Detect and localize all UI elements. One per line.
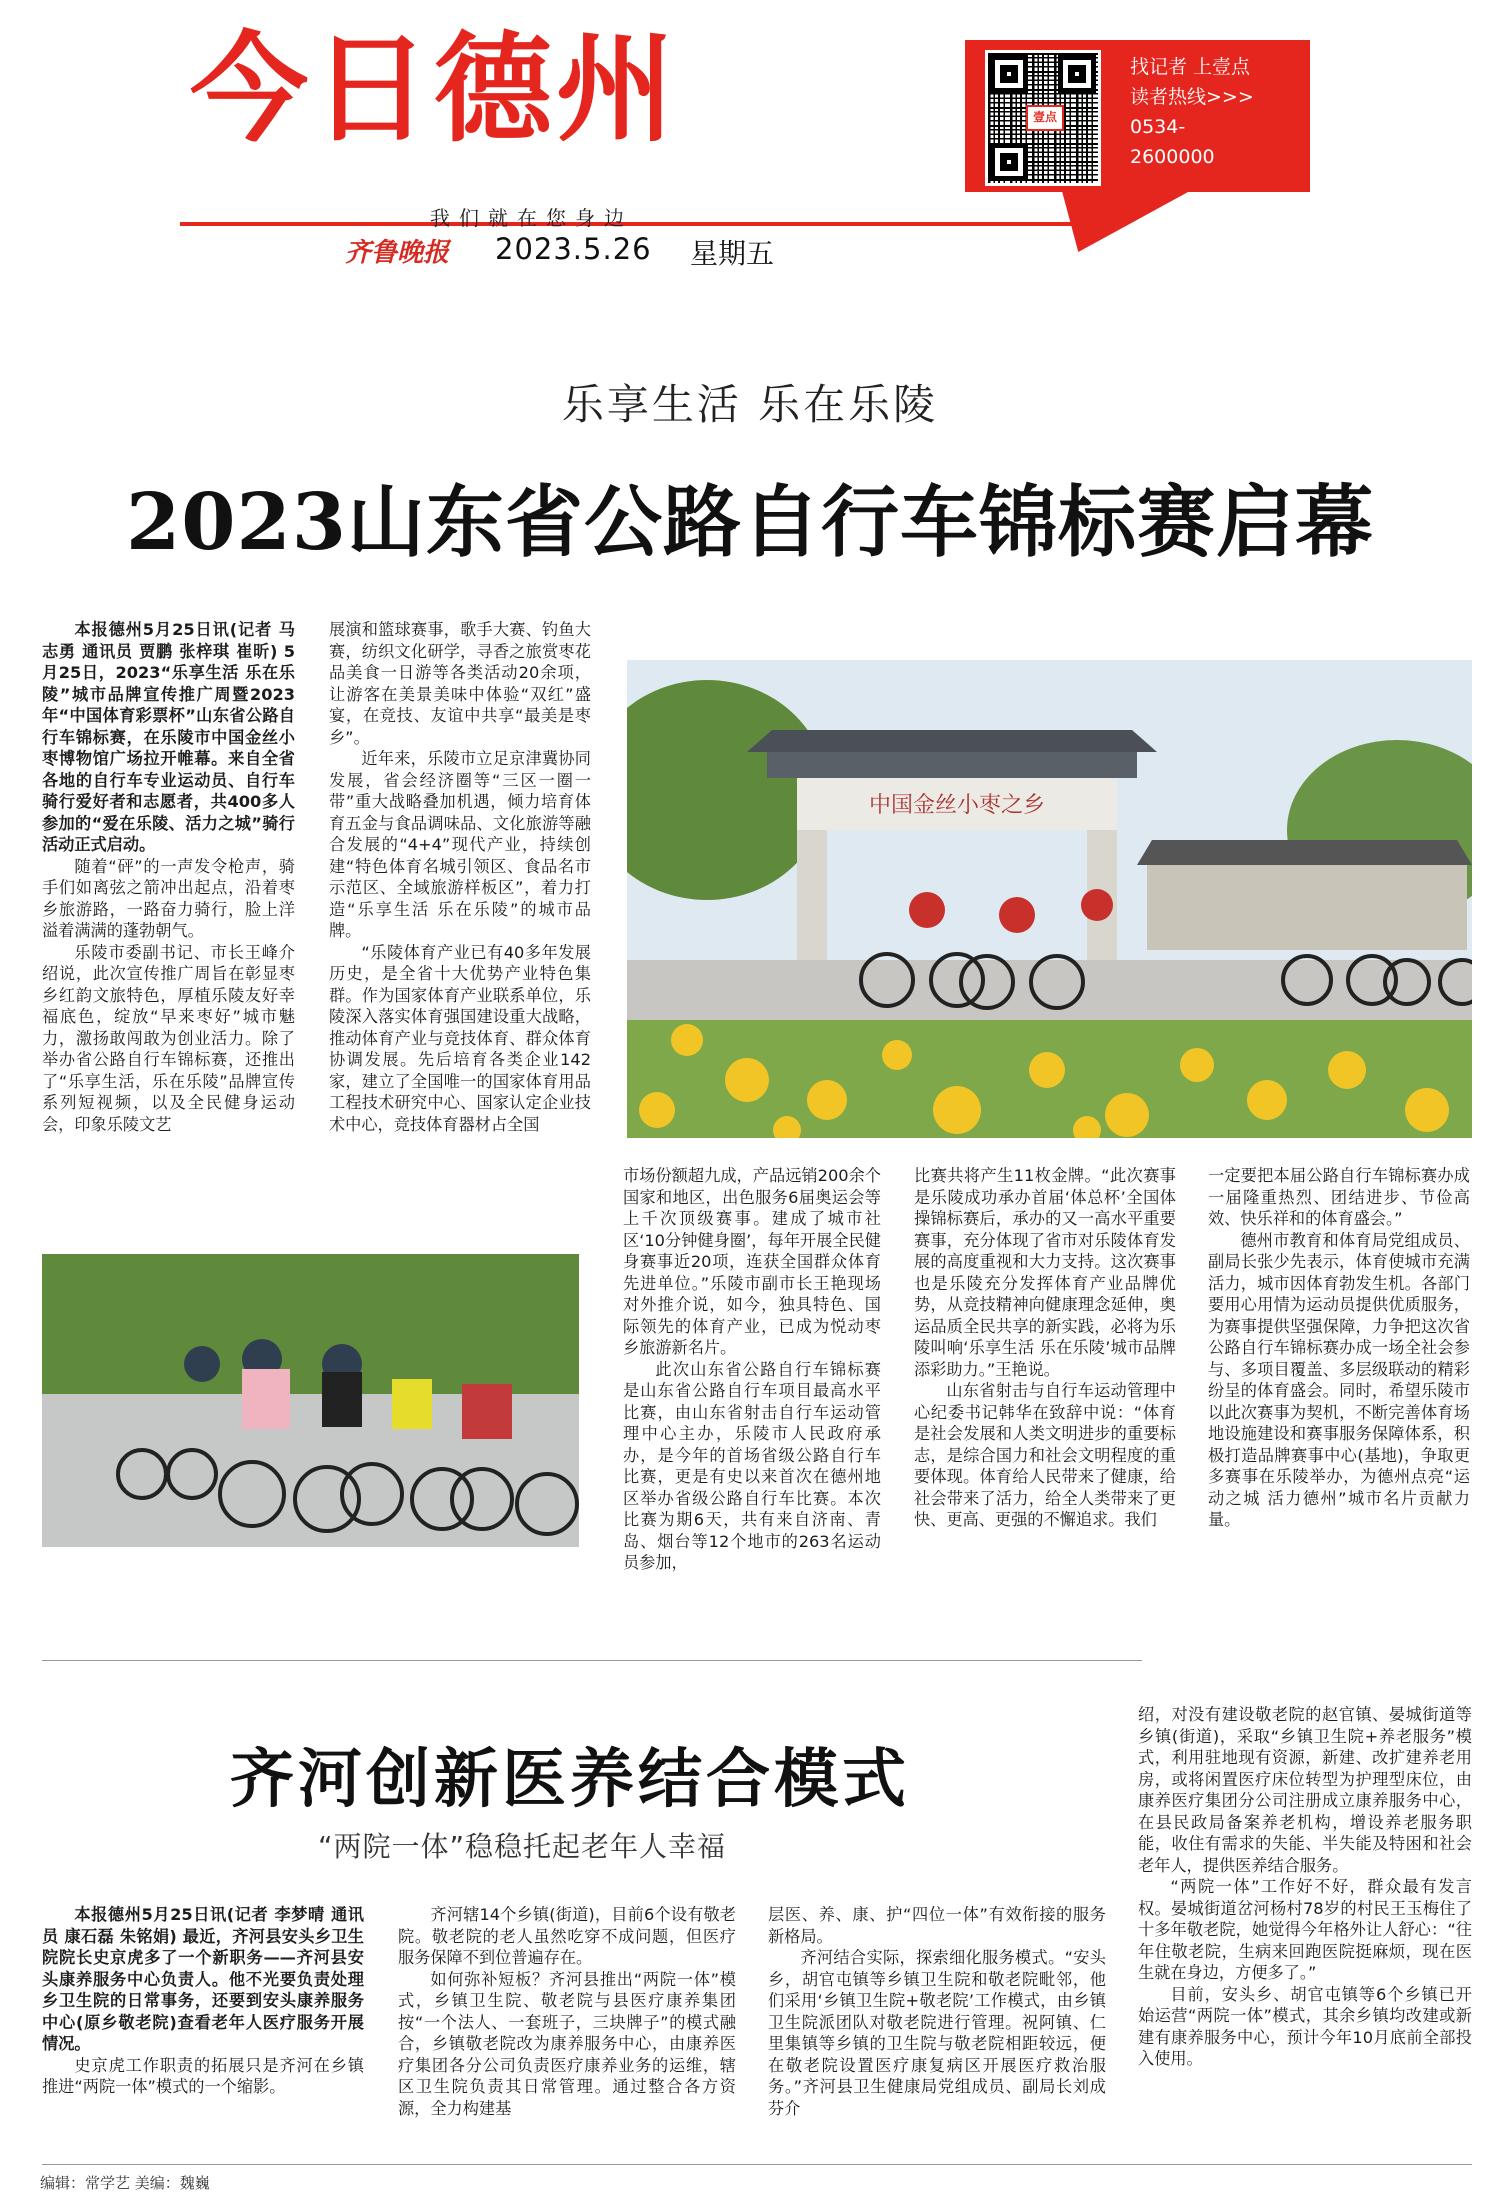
footer-credits: 编辑：常学艺 美编：魏巍: [40, 2174, 210, 2192]
article2-c4-p1: 绍，对没有建设敬老院的赵官镇、晏城街道等乡镇(街道)，采取“乡镇卫生院+养老服务”模式，利用驻地现有资源，新建、改扩建养老用房，或将闲置医疗床位转型为护理型床位，由康养医疗集团分公司注册成立康养服务中心，在县民政局备案养老机构，增设养老服务职能，收住有需求的失能、半失能及特困和社会老年人，提供医养结合服务。: [1138, 1705, 1472, 1875]
masthead-title: 今日德州: [190, 20, 679, 158]
article1-photo-cyclists: [42, 1254, 579, 1547]
article2-c2-p1: 齐河辖14个乡镇(街道)，目前6个设有敬老院。敬老院的老人虽然吃穿不成问题，但医疗服务保障不到位普遍存在。: [398, 1905, 736, 1967]
footer-rule: [42, 2164, 1472, 2165]
qr-label: 壹点: [1026, 105, 1064, 131]
article1-c4-p2: 山东省射击与自行车运动管理中心纪委书记韩华在致辞中说：“体育是社会发展和人类文明进步的重要标志，是综合国力和社会文明程度的重要体现。体育给人民带来了健康，给社会带来了活力，给全人类带来了更快、更高、更强的不懈追求。我们: [914, 1381, 1176, 1529]
article1-c5-p2: 德州市教育和体育局党组成员、副局长张少先表示，体育使城市充满活力，城市因体育勃发生机。各部门要用心用情为运动员提供优质服务，为赛事提供坚强保障，力争把这次省公路自行车锦标赛办成一场全社会参与、多项目覆盖、多层级联动的精彩纷呈的体育盛会。同时，希望乐陵市以此次赛事为契机，不断完善体育场地设施建设和赛事服务保障体系，积极打造品牌赛事中心(基地)，争取更多赛事在乐陵举办，为德州点亮“运动之城 活力德州”城市名片贡献力量。: [1208, 1230, 1470, 1529]
article2-subhead: “两院一体”稳稳托起老年人幸福: [318, 1830, 727, 1863]
hotline-info: [1130, 52, 1254, 172]
article1-c1-p2: 随着“砰”的一声发令枪声，骑手们如离弦之箭冲出起点，沿着枣乡旅游路，一路奋力骑行，脸上洋溢着满满的蓬勃朝气。: [42, 856, 295, 940]
article1-column-2: [329, 619, 591, 1247]
article1-c3-p1: 市场份额超九成，产品远销200余个国家和地区，出色服务6届奥运会等上千次顶级赛事。建成了城市社区‘10分钟健身圈’，每年开展全民健身赛事近20项，连获全国群众体育先进单位。”乐陵市副市长王艳现场对外推介说，如今，独具特色、国际领先的体育产业，已成为悦动枣乡旅游新名片。: [623, 1166, 881, 1357]
hotline-line3: 0534-: [1130, 116, 1186, 138]
article2-c1-p2: 史京虎工作职责的拓展只是齐河在乡镇推进“两院一体”模式的一个缩影。: [42, 2055, 364, 2096]
masthead-slogan: 我们就在您身边: [430, 206, 633, 230]
hotline-line4: 2600000: [1130, 146, 1215, 168]
article2-c2-p2: 如何弥补短板？齐河县推出“两院一体”模式，乡镇卫生院、敬老院与县医疗康养集团按“一个法人、一套班子，三块牌子”的模式融合，乡镇敬老院改为康养服务中心，由康养医疗集团各分公司负责医疗康养业务的运维，辖区卫生院负责其日常管理。通过整合各方资源，全力构建基: [398, 1969, 736, 2118]
article1-c4-p1: 比赛共将产生11枚金牌。“此次赛事是乐陵成功承办首届‘体总杯’全国体操锦标赛后，承办的又一高水平重要赛事，充分体现了省市对乐陵体育发展的高度重视和大力支持。这次赛事也是乐陵充分发挥体育产业品牌优势，从竞技精神向健康理念延伸，奥运品质全民共享的新实践，必将为乐陵叫响‘乐享生活 乐在乐陵’城市品牌添彩助力。”王艳说。: [914, 1166, 1176, 1379]
article2-column-2: [398, 1904, 736, 2154]
hotline-line2: 读者热线>>>: [1130, 86, 1254, 108]
article2-c1-p1: 本报德州5月25日讯(记者 李梦晴 通讯员 康石磊 朱铭娟) 最近，齐河县安头乡卫生院院长史京虎多了一个新职务——齐河县安头康养服务中心负责人。他不光要负责处理乡卫生院的日常事务，还要到安头康养服务中心(原乡敬老院)查看老年人医疗服务开展情况。: [42, 1905, 364, 2053]
article1-c2-p1: 展演和篮球赛事，歌手大赛、钓鱼大赛，纺织文化研学，寻香之旅赏枣花品美食一日游等各类活动20余项，让游客在美景美味中体验“双红”盛宴，在竞技、友谊中共享“最美是枣乡”。: [329, 620, 591, 747]
article2-c4-p3: 目前，安头乡、胡官屯镇等6个乡镇已开始运营“两院一体”模式，其余乡镇均改建或新建有康养服务中心，预计今年10月底前全部投入使用。: [1138, 1984, 1472, 2068]
article2-column-4: [1138, 1704, 1472, 2154]
cyclists-photo-svg: [42, 1254, 579, 1547]
article1-headline: 2023山东省公路自行车锦标赛启幕: [125, 477, 1375, 568]
article2-column-3: [768, 1904, 1106, 2154]
hotline-box-tail: [1018, 190, 1191, 252]
article2-c4-p2: “两院一体”工作好不好，群众最有发言权。晏城街道岔河杨村78岁的村民王玉梅住了十多年敬老院，她觉得今年格外让人舒心：“往年住敬老院，生病来回跑医院挺麻烦，现在医生就在身边，方便多了。”: [1138, 1877, 1472, 1982]
paper-name-logo: 齐鲁晚报: [345, 238, 450, 268]
article1-c2-p2: 近年来，乐陵市立足京津冀协同发展，省会经济圈等“三区一圈一带”重大战略叠加机遇，倾力培育体育五金与食品调味品、文化旅游等融合发展的“4+4”现代产业，持续创建“特色体育名城引领区、食品名市示范区、全域旅游样板区”，着力打造“乐享生活 乐在乐陵”的城市品牌。: [329, 749, 591, 940]
article1-column-3: [623, 1165, 881, 1637]
article1-kicker: 乐享生活 乐在乐陵: [561, 380, 939, 429]
gate-sign-text: 中国金丝小枣之乡: [868, 793, 1046, 818]
section-divider: [42, 1660, 1142, 1661]
article1-c1-p3: 乐陵市委副书记、市长王峰介绍说，此次宣传推广周旨在彰显枣乡红韵文旅特色，厚植乐陵友好幸福底色，绽放“早来枣好”城市魅力，激扬敢闯敢为创业活力。除了举办省公路自行车锦标赛，还推出了“乐享生活，乐在乐陵”品牌宣传系列短视频，以及全民健身运动会，印象乐陵文艺: [42, 942, 295, 1134]
article1-column-4: [914, 1165, 1176, 1637]
article1-c1-p1: 本报德州5月25日讯(记者 马志勇 通讯员 贾鹏 张梓琪 崔昕) 5月25日，2023“乐享生活 乐在乐陵”城市品牌宣传推广周暨2023年“中国体育彩票杯”山东省公路自行车锦标赛，在乐陵市中国金丝小枣博物馆广场拉开帷幕。来自全省各地的自行车专业运动员、自行车骑行爱好者和志愿者，共400多人参加的“爱在乐陵、活力之城”骑行活动正式启动。: [42, 620, 295, 854]
masthead-rule: [180, 222, 1110, 226]
article1-c3-p2: 此次山东省公路自行车锦标赛是山东省公路自行车项目最高水平比赛，由山东省射击自行车运动管理中心主办，乐陵市人民政府承办，是今年的首场省级公路自行车比赛，更是有史以来首次在德州地区举办省级公路自行车比赛。本次比赛为期6天，共有来自济南、青岛、烟台等12个地市的263名运动员参加，: [623, 1359, 881, 1572]
qr-code-icon[interactable]: [985, 50, 1101, 186]
article1-column-5: [1208, 1165, 1470, 1637]
article1-photo-gate: [627, 660, 1472, 1138]
article1-c2-p3: “乐陵体育产业已有40多年发展历史，是全省十大优势产业特色集群。作为国家体育产业联系单位，乐陵深入落实体育强国建设重大战略，推动体育产业与竞技体育、群众体育协调发展。先后培育各类企业142家，建立了全国唯一的国家体育用品工程技术研究中心、国家认定企业技术中心，竞技体育器材占全国: [329, 942, 591, 1134]
article2-headline: 齐河创新医养结合模式: [230, 1742, 910, 1817]
issue-date: 2023.5.26: [495, 232, 652, 266]
article1-c5-p1: 一定要把本届公路自行车锦标赛办成一届隆重热烈、团结进步、节俭高效、快乐祥和的体育盛会。”: [1208, 1166, 1470, 1228]
gate-photo-svg: [627, 660, 1472, 1138]
article2-c3-p2: 齐河结合实际，探索细化服务模式。“安头乡，胡官屯镇等乡镇卫生院和敬老院毗邻，他们采用‘乡镇卫生院+敬老院’工作模式，由乡镇卫生院派团队对敬老院进行管理。祝阿镇、仁里集镇等乡镇的卫生院与敬老院相距较远，便在敬老院设置医疗康复病区开展医疗救治服务。”齐河县卫生健康局党组成员、副局长刘成芬介: [768, 1948, 1106, 2118]
issue-weekday: 星期五: [690, 237, 775, 270]
hotline-line1: 找记者 上壹点: [1130, 56, 1251, 78]
article1-column-1: [42, 619, 295, 1244]
article2-column-1: [42, 1904, 364, 2154]
article2-c3-p1: 层医、养、康、护“四位一体”有效衔接的服务新格局。: [768, 1905, 1106, 1946]
